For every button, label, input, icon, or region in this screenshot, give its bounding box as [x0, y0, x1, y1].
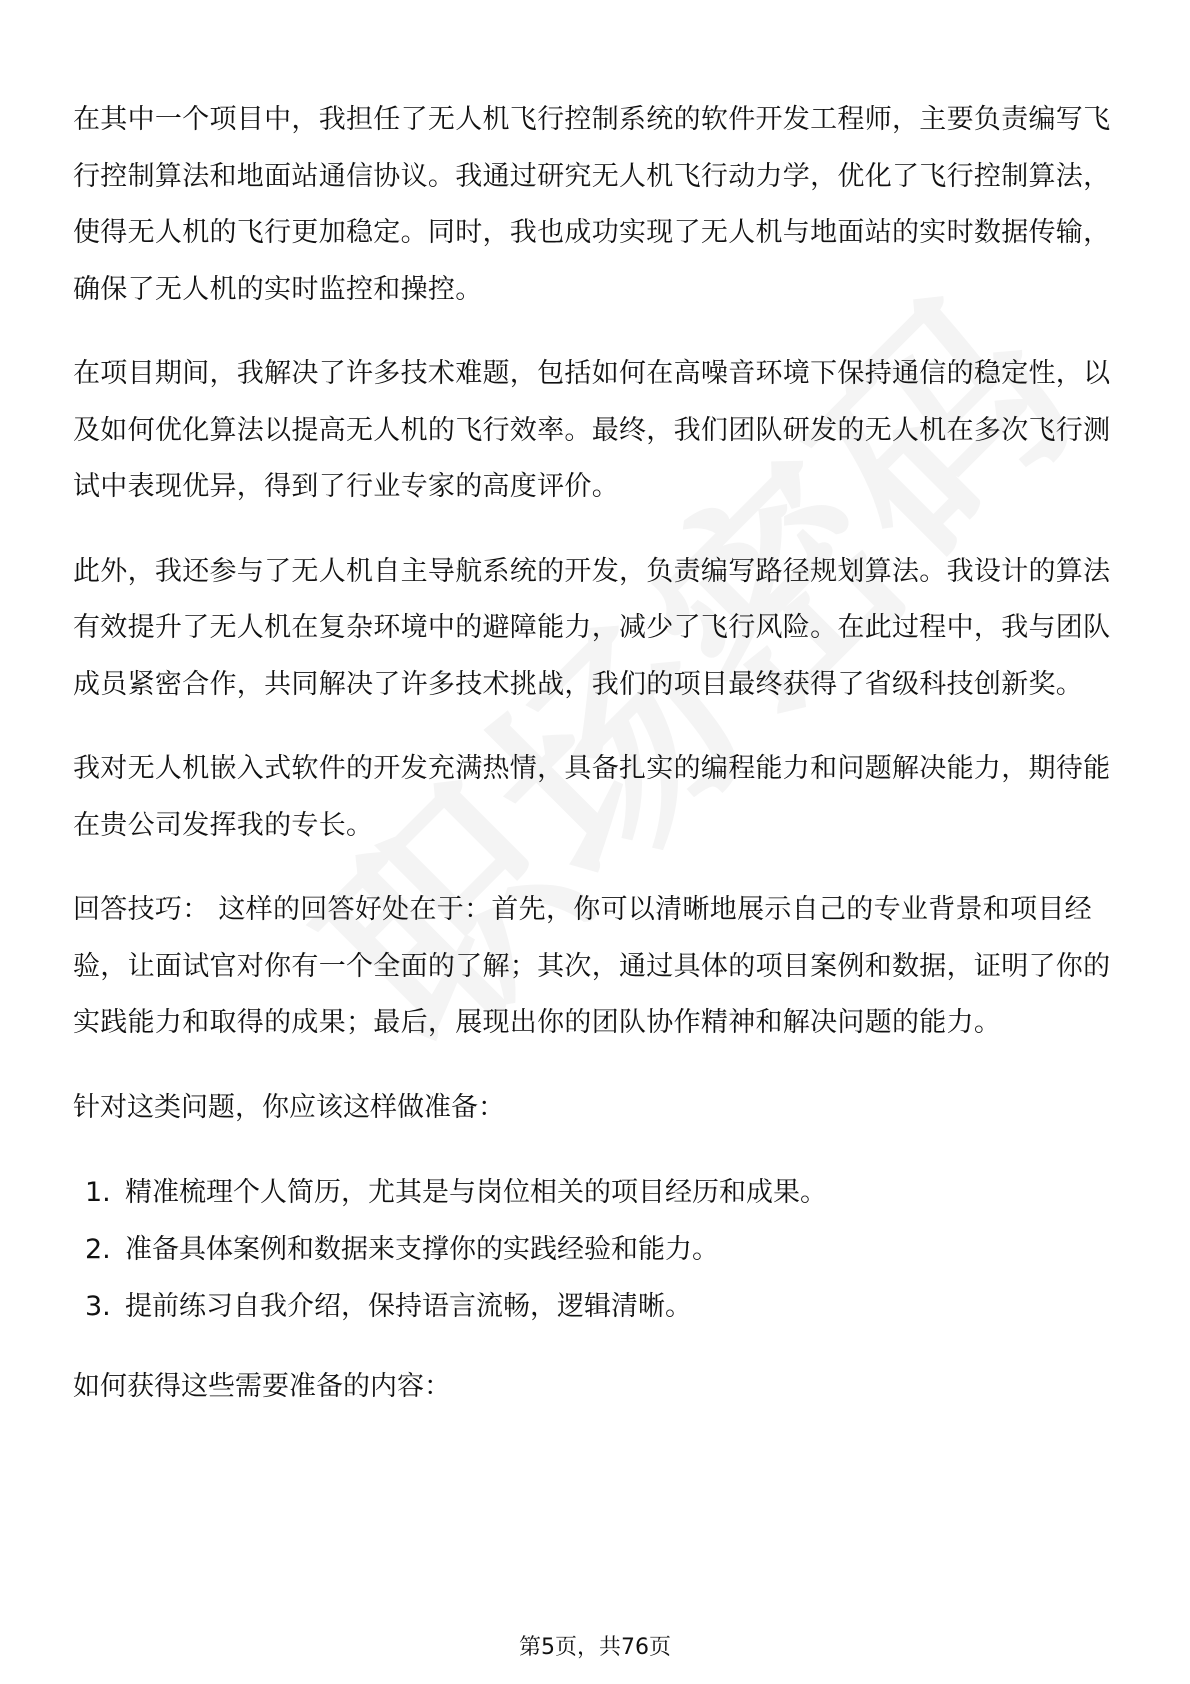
prep-list	[73, 1164, 1123, 1335]
list-item	[85, 1278, 1123, 1335]
prep-intro: 针对这类问题，你应该这样做准备：	[73, 1091, 505, 1123]
document-body	[73, 92, 1123, 1443]
paragraph-technical-challenges: 在项目期间，我解决了许多技术难题，包括如何在高噪音环境下保持通信的稳定性，以及如何优化算法以提高无人机的飞行效率。最终，我们团队研发的无人机在多次飞行测试中表现优异，得到了行业专家的高度评价。	[73, 358, 1111, 502]
list-item	[85, 1164, 1123, 1221]
list-number: 1.	[85, 1176, 111, 1208]
list-text: 准备具体案例和数据来支撑你的实践经验和能力。	[125, 1233, 719, 1265]
paragraph-project-role: 在其中一个项目中，我担任了无人机飞行控制系统的软件开发工程师，主要负责编写飞行控制算法和地面站通信协议。我通过研究无人机飞行动力学，优化了飞行控制算法，使得无人机的飞行更加稳定。同时，我也成功实现了无人机与地面站的实时数据传输，确保了无人机的实时监控和操控。	[73, 104, 1111, 305]
list-text: 提前练习自我介绍，保持语言流畅，逻辑清晰。	[125, 1290, 692, 1322]
list-item	[85, 1221, 1123, 1278]
list-text: 精准梳理个人简历，尤其是与岗位相关的项目经历和成果。	[125, 1176, 827, 1208]
page-footer: 第5页，共76页	[519, 1635, 671, 1660]
paragraph-answer-tips: 回答技巧： 这样的回答好处在于：首先，你可以清晰地展示自己的专业背景和项目经验，让面试官对你有一个全面的了解；其次，通过具体的项目案例和数据，证明了你的实践能力和取得的成果；最后，展现出你的团队协作精神和解决问题的能力。	[73, 894, 1111, 1038]
list-number: 2.	[85, 1233, 111, 1265]
paragraph-passion: 我对无人机嵌入式软件的开发充满热情，具备扎实的编程能力和问题解决能力，期待能在贵公司发挥我的专长。	[73, 753, 1111, 841]
list-number: 3.	[85, 1290, 111, 1322]
content-intro: 如何获得这些需要准备的内容：	[73, 1370, 451, 1402]
paragraph-navigation-system: 此外，我还参与了无人机自主导航系统的开发，负责编写路径规划算法。我设计的算法有效提升了无人机在复杂环境中的避障能力，减少了飞行风险。在此过程中，我与团队成员紧密合作，共同解决了许多技术挑战，我们的项目最终获得了省级科技创新奖。	[73, 555, 1111, 700]
